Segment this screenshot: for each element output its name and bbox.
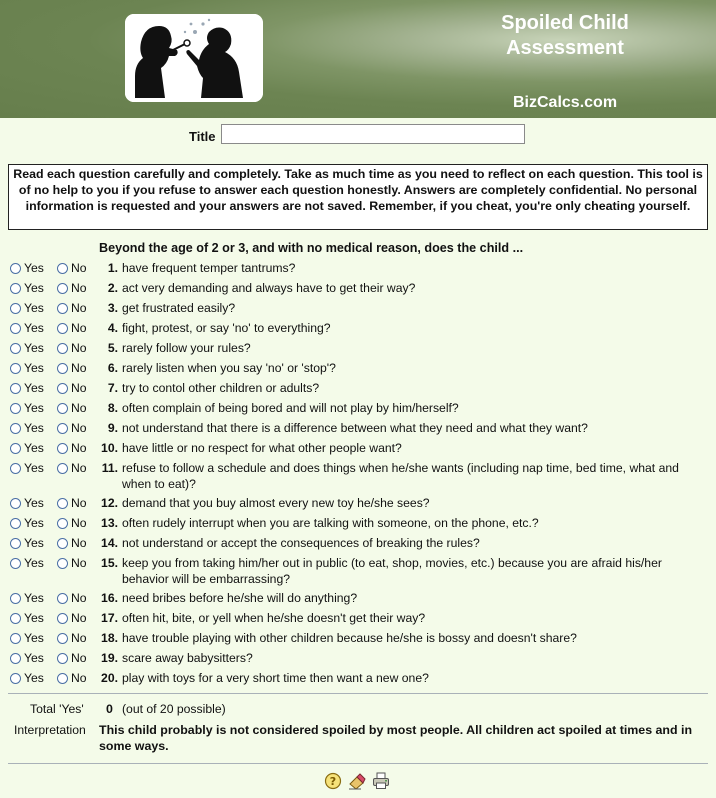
- yes-option[interactable]: [10, 320, 44, 336]
- yes-option[interactable]: [10, 535, 44, 551]
- yes-radio[interactable]: [10, 613, 21, 624]
- no-radio[interactable]: [57, 498, 68, 509]
- instructions-box: Read each question carefully and completely. Take as much time as you need to reflect on each question. This tool is of no help to you if you refuse to answer each question honestly. Answers are completely confidential. No personal information is requested and your answers are not saved. Remember, if you cheat, you're only cheating yourself.: [8, 164, 708, 230]
- yes-label: Yes: [24, 361, 44, 375]
- yes-option[interactable]: [10, 300, 44, 316]
- yes-radio[interactable]: [10, 383, 21, 394]
- yes-label: Yes: [24, 496, 44, 510]
- yes-label: Yes: [24, 461, 44, 475]
- yes-label: Yes: [24, 281, 44, 295]
- no-radio[interactable]: [57, 263, 68, 274]
- no-label: No: [71, 301, 87, 315]
- parent-child-silhouette-icon: [125, 14, 263, 102]
- title-label: Title: [189, 129, 216, 144]
- question-number: 12.: [101, 496, 118, 510]
- yes-option[interactable]: [10, 590, 44, 606]
- yes-label: Yes: [24, 381, 44, 395]
- yes-label: Yes: [24, 321, 44, 335]
- no-label: No: [71, 556, 87, 570]
- interpretation-label: Interpretation: [14, 723, 86, 737]
- question-number: 6.: [107, 361, 118, 375]
- title-row: [0, 124, 716, 146]
- question-number: 17.: [101, 611, 118, 625]
- no-option[interactable]: [57, 630, 87, 646]
- question-number: 14.: [101, 536, 118, 550]
- yes-option[interactable]: [10, 440, 44, 456]
- no-label: No: [71, 341, 87, 355]
- divider: [8, 693, 708, 694]
- question-number: 2.: [107, 281, 118, 295]
- yes-option[interactable]: [10, 515, 44, 531]
- no-option[interactable]: [57, 460, 87, 476]
- yes-label: Yes: [24, 611, 44, 625]
- question-text: act very demanding and always have to get their way?: [122, 281, 416, 295]
- no-radio[interactable]: [57, 283, 68, 294]
- yes-label: Yes: [24, 516, 44, 530]
- total-yes-value: 0: [106, 702, 113, 716]
- question-text: need bribes before he/she will do anything?: [122, 591, 358, 605]
- yes-radio[interactable]: [10, 343, 21, 354]
- brand-name: BizCalcs.com: [513, 94, 618, 111]
- no-label: No: [71, 401, 87, 415]
- yes-radio[interactable]: [10, 498, 21, 509]
- no-option[interactable]: [57, 515, 87, 531]
- question-number: 5.: [107, 341, 118, 355]
- help-icon[interactable]: [324, 772, 342, 790]
- yes-label: Yes: [24, 651, 44, 665]
- yes-radio[interactable]: [10, 633, 21, 644]
- no-radio[interactable]: [57, 653, 68, 664]
- no-option[interactable]: [57, 590, 87, 606]
- svg-text:?: ?: [329, 775, 337, 788]
- yes-radio[interactable]: [10, 363, 21, 374]
- no-option[interactable]: [57, 420, 87, 436]
- yes-label: Yes: [24, 261, 44, 275]
- question-text: rarely follow your rules?: [122, 341, 251, 355]
- question-text: fight, protest, or say 'no' to everything?: [122, 321, 331, 335]
- question-text: keep you from taking him/her out in public (to eat, shop, movies, etc.) because you are afraid his/her behavior will be embarrassing?: [122, 556, 662, 586]
- no-radio[interactable]: [57, 383, 68, 394]
- question-text: play with toys for a very short time then want a new one?: [122, 671, 429, 685]
- question-number: 10.: [101, 441, 118, 455]
- question-number: 7.: [107, 381, 118, 395]
- yes-radio[interactable]: [10, 283, 21, 294]
- question-number: 4.: [107, 321, 118, 335]
- question-text: refuse to follow a schedule and does things when he/she wants (including nap time, bed time, what and when to eat)?: [122, 461, 679, 491]
- no-label: No: [71, 321, 87, 335]
- no-option[interactable]: [57, 650, 87, 666]
- yes-option[interactable]: [10, 340, 44, 356]
- yes-label: Yes: [24, 421, 44, 435]
- question-number: 18.: [101, 631, 118, 645]
- question-text: not understand or accept the consequences of breaking the rules?: [122, 536, 480, 550]
- question-text: rarely listen when you say 'no' or 'stop'?: [122, 361, 336, 375]
- no-option[interactable]: [57, 535, 87, 551]
- no-radio[interactable]: [57, 673, 68, 684]
- yes-radio[interactable]: [10, 558, 21, 569]
- no-radio[interactable]: [57, 633, 68, 644]
- yes-radio[interactable]: [10, 423, 21, 434]
- question-text: scare away babysitters?: [122, 651, 253, 665]
- no-label: No: [71, 496, 87, 510]
- no-option[interactable]: [57, 610, 87, 626]
- questions-header: Beyond the age of 2 or 3, and with no medical reason, does the child ...: [99, 241, 524, 255]
- question-number: 8.: [107, 401, 118, 415]
- no-label: No: [71, 671, 87, 685]
- yes-label: Yes: [24, 441, 44, 455]
- no-radio[interactable]: [57, 423, 68, 434]
- yes-option[interactable]: [10, 280, 44, 296]
- yes-label: Yes: [24, 671, 44, 685]
- yes-radio[interactable]: [10, 323, 21, 334]
- yes-radio[interactable]: [10, 443, 21, 454]
- no-label: No: [71, 441, 87, 455]
- yes-label: Yes: [24, 341, 44, 355]
- question-text: often rudely interrupt when you are talking with someone, on the phone, etc.?: [122, 516, 539, 530]
- no-radio[interactable]: [57, 363, 68, 374]
- no-option[interactable]: [57, 380, 87, 396]
- yes-label: Yes: [24, 401, 44, 415]
- yes-option[interactable]: [10, 460, 44, 476]
- question-number: 16.: [101, 591, 118, 605]
- no-label: No: [71, 461, 87, 475]
- no-label: No: [71, 631, 87, 645]
- no-label: No: [71, 611, 87, 625]
- yes-option[interactable]: [10, 400, 44, 416]
- no-label: No: [71, 361, 87, 375]
- yes-label: Yes: [24, 556, 44, 570]
- no-option[interactable]: [57, 280, 87, 296]
- yes-option[interactable]: [10, 610, 44, 626]
- yes-option[interactable]: [10, 360, 44, 376]
- yes-label: Yes: [24, 631, 44, 645]
- question-text: have little or no respect for what other people want?: [122, 441, 402, 455]
- yes-radio[interactable]: [10, 303, 21, 314]
- no-label: No: [71, 261, 87, 275]
- question-text: often hit, bite, or yell when he/she doesn't get their way?: [122, 611, 426, 625]
- question-text: demand that you buy almost every new toy he/she sees?: [122, 496, 430, 510]
- yes-option[interactable]: [10, 630, 44, 646]
- yes-label: Yes: [24, 591, 44, 605]
- no-label: No: [71, 536, 87, 550]
- total-yes-label: Total 'Yes': [30, 702, 84, 716]
- no-radio[interactable]: [57, 518, 68, 529]
- yes-option[interactable]: [10, 420, 44, 436]
- no-label: No: [71, 651, 87, 665]
- yes-radio[interactable]: [10, 593, 21, 604]
- no-radio[interactable]: [57, 558, 68, 569]
- yes-option[interactable]: [10, 495, 44, 511]
- question-number: 3.: [107, 301, 118, 315]
- yes-radio[interactable]: [10, 403, 21, 414]
- question-number: 13.: [101, 516, 118, 530]
- question-number: 1.: [107, 261, 118, 275]
- no-radio[interactable]: [57, 593, 68, 604]
- no-label: No: [71, 281, 87, 295]
- yes-option[interactable]: [10, 260, 44, 276]
- no-label: No: [71, 591, 87, 605]
- question-text: try to contol other children or adults?: [122, 381, 320, 395]
- question-text: get frustrated easily?: [122, 301, 236, 315]
- no-option[interactable]: [57, 670, 87, 686]
- question-text: have trouble playing with other children because he/she is bossy and doesn't share?: [122, 631, 577, 645]
- yes-radio[interactable]: [10, 518, 21, 529]
- no-label: No: [71, 421, 87, 435]
- yes-radio[interactable]: [10, 538, 21, 549]
- no-option[interactable]: [57, 440, 87, 456]
- no-radio[interactable]: [57, 323, 68, 334]
- no-option[interactable]: [57, 495, 87, 511]
- yes-option[interactable]: [10, 670, 44, 686]
- no-label: No: [71, 381, 87, 395]
- toolbar: [324, 772, 390, 790]
- no-radio[interactable]: [57, 463, 68, 474]
- question-text: often complain of being bored and will not play by him/herself?: [122, 401, 459, 415]
- yes-option[interactable]: [10, 380, 44, 396]
- eraser-icon[interactable]: [348, 772, 366, 790]
- question-number: 11.: [101, 461, 118, 475]
- no-label: No: [71, 516, 87, 530]
- no-option[interactable]: [57, 320, 87, 336]
- yes-option[interactable]: [10, 555, 44, 571]
- question-number: 15.: [101, 556, 118, 570]
- no-radio[interactable]: [57, 538, 68, 549]
- yes-radio[interactable]: [10, 463, 21, 474]
- question-number: 19.: [101, 651, 118, 665]
- app-title: [470, 11, 660, 61]
- no-radio[interactable]: [57, 343, 68, 354]
- yes-label: Yes: [24, 301, 44, 315]
- no-option[interactable]: [57, 400, 87, 416]
- question-text: have frequent temper tantrums?: [122, 261, 296, 275]
- no-option[interactable]: [57, 360, 87, 376]
- header-banner: [0, 0, 716, 118]
- yes-option[interactable]: [10, 650, 44, 666]
- yes-radio[interactable]: [10, 673, 21, 684]
- no-option[interactable]: [57, 260, 87, 276]
- yes-label: Yes: [24, 536, 44, 550]
- no-option[interactable]: [57, 300, 87, 316]
- interpretation-text: This child probably is not considered spoiled by most people. All children act spoiled at times and in some ways.: [99, 723, 693, 753]
- app-title-line1: Spoiled Child: [501, 12, 629, 34]
- total-yes-note: (out of 20 possible): [122, 702, 226, 716]
- divider: [8, 763, 708, 764]
- question-number: 9.: [107, 421, 118, 435]
- no-radio[interactable]: [57, 443, 68, 454]
- title-input[interactable]: [221, 124, 525, 144]
- no-option[interactable]: [57, 555, 87, 571]
- no-radio[interactable]: [57, 613, 68, 624]
- no-radio[interactable]: [57, 403, 68, 414]
- yes-radio[interactable]: [10, 263, 21, 274]
- printer-icon[interactable]: [372, 772, 390, 790]
- question-text: not understand that there is a difference between what they need and what they want?: [122, 421, 588, 435]
- no-radio[interactable]: [57, 303, 68, 314]
- no-option[interactable]: [57, 340, 87, 356]
- app-title-line2: Assessment: [506, 37, 624, 59]
- yes-radio[interactable]: [10, 653, 21, 664]
- question-number: 20.: [101, 671, 118, 685]
